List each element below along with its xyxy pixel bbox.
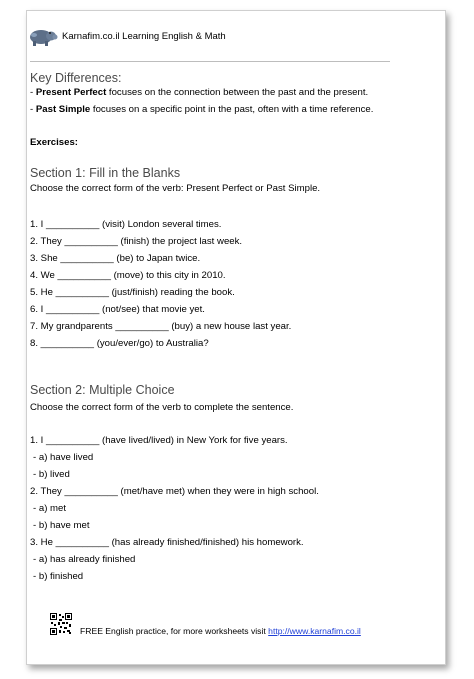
footer-text [80,626,361,636]
footer-link[interactable]: http://www.karnafim.co.il [268,626,361,636]
mc-option: - b) lived [33,469,70,480]
mc-question: 3. He __________ (has already finished/finished) his homework. [30,537,304,548]
mc-option: - b) have met [33,520,90,531]
key-term: Present Perfect [35,87,107,98]
key-desc: focuses on a specific point in the past, often with a time reference. [90,104,374,115]
mc-option: - b) finished [33,571,84,582]
fill-item: 4. We __________ (move) to this city in 2010. [30,270,226,281]
key-differences-heading: Key Differences: [30,71,122,85]
mc-question: 1. I __________ (have lived/lived) in New York for five years. [30,435,288,446]
footer-label: FREE English practice, for more worksheets visit [80,626,269,636]
section2-title: Section 2: Multiple Choice [30,383,175,397]
qr-code-icon [50,613,72,635]
fill-item: 8. __________ (you/ever/go) to Australia? [30,338,209,349]
brand-text: Karnafim.co.il Learning English & Math [62,31,226,42]
fill-item: 1. I __________ (visit) London several times. [30,219,222,230]
key-line-present-perfect: - Present Perfect focuses on the connection between the past and the present. [30,87,369,98]
fill-item: 5. He __________ (just/finish) reading the book. [30,287,235,298]
mc-option: - a) have lived [33,452,94,463]
mc-option: - a) met [33,503,67,514]
fill-item: 3. She __________ (be) to Japan twice. [30,253,201,264]
fill-item: 2. They __________ (finish) the project last week. [30,236,243,247]
section1-instruction: Choose the correct form of the verb: Present Perfect or Past Simple. [30,183,321,194]
header-divider [30,61,390,62]
key-line-past-simple: - Past Simple focuses on a specific point in the past, often with a time reference. [30,104,374,115]
fill-item: 7. My grandparents __________ (buy) a new house last year. [30,321,292,332]
section2-instruction: Choose the correct form of the verb to complete the sentence. [30,402,294,413]
mc-option: - a) has already finished [33,554,136,565]
key-term: Past Simple [35,104,91,115]
fill-item: 6. I __________ (not/see) that movie yet. [30,304,205,315]
mc-question: 2. They __________ (met/have met) when they were in high school. [30,486,319,497]
section1-title: Section 1: Fill in the Blanks [30,166,181,180]
exercises-label: Exercises: [30,137,79,148]
header [26,24,396,50]
hippo-logo-icon [26,24,58,48]
key-desc: focuses on the connection between the past and the present. [106,87,369,98]
